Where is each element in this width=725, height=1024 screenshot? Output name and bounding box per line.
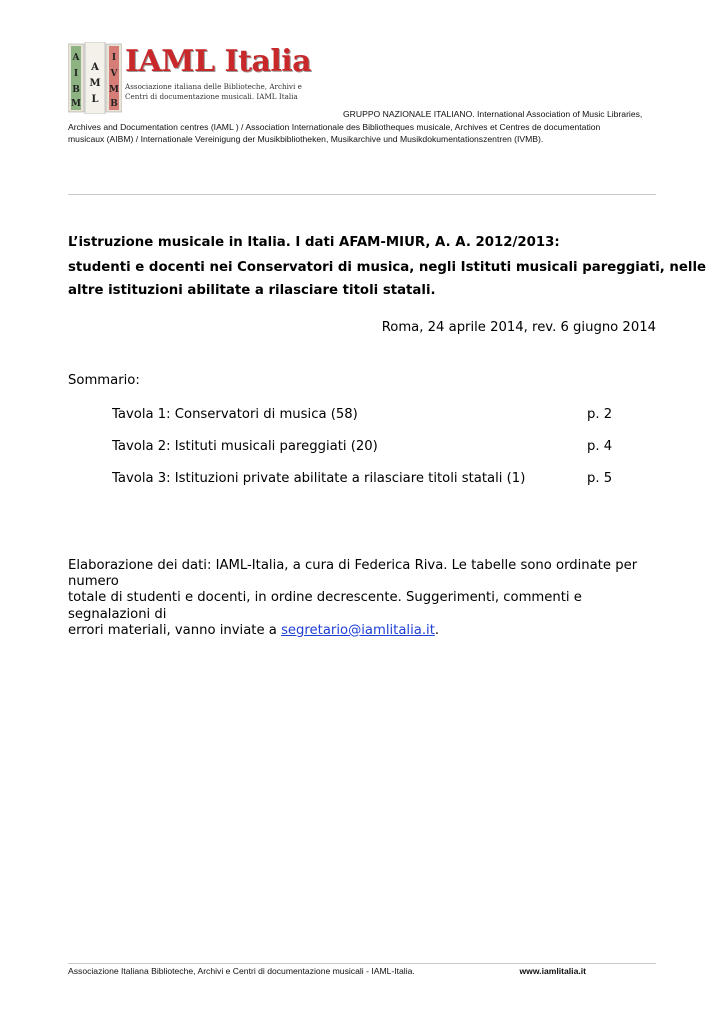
note-line-2: totale di studenti e docenti, in ordine decrescente. Suggerimenti, commenti e segnalazioni di [68,590,582,622]
toc-item-1 [112,407,612,422]
logo-letter-right-3: B [110,99,118,109]
note-line-1: Elaborazione dei dati: IAML-Italia, a cura di Federica Riva. Le tabelle sono ordinate per numero [68,558,638,590]
toc-item-label: Tavola 2: Istituti musicali pareggiati (20) [112,439,378,454]
toc-item-label: Tavola 3: Istituzioni private abilitate a rilasciare titoli statali (1) [112,471,526,486]
toc-item-label: Tavola 1: Conservatori di musica (58) [112,407,358,422]
document-date: Roma, 24 aprile 2014, rev. 6 giugno 2014 [381,320,656,335]
note-line-3-prefix: errori materiali, vanno inviate a [68,622,282,638]
logo-letter-center-0: A [91,62,99,73]
logo-letter-left-3: M [71,99,81,109]
logo-letter-right-2: M [109,85,119,95]
secretary-email-link[interactable]: segretario@iamlitalia.it [281,622,435,638]
title-line-3: altre istituzioni abilitate a rilasciare titoli statali. [68,283,436,298]
toc-item-page: p. 4 [587,439,613,454]
association-line-1: GRUPPO NAZIONALE ITALIANO. International Association of Music Libraries, [343,109,643,119]
logo-letter-center-2: L [91,94,99,105]
summary-label: Sommario: [68,373,140,388]
iaml-emblem-icon [68,42,122,114]
footer-website-link[interactable]: www.iamlitalia.it [519,966,586,976]
logo-subtitle [125,82,305,102]
footer-divider [68,963,656,964]
document-title [68,231,707,302]
logo-letter-left-1: I [73,69,79,79]
note-line-3-suffix: . [434,622,440,638]
logo-letter-left-0: A [72,53,80,63]
toc-item-2 [112,439,612,454]
toc-item-3 [112,471,612,486]
association-line-3: musicaux (AIBM) / Internationale Vereinigung der Musikbibliotheken, Musikarchive und Musikdokumentationszentren (IVMB). [68,134,544,144]
logo-subtitle-line-1: Associazione italiana delle Biblioteche, Archivi e [125,82,302,91]
association-line-2: Archives and Documentation centres (IAML ) / Association Internationale des Bibliotheques musicale, Archives et Centres de documentation [68,121,601,132]
page-footer [68,966,586,976]
logo-letter-center-1: M [89,78,101,89]
toc-item-page: p. 2 [587,407,613,422]
note-line-3 [68,623,668,639]
logo-letter-right-1: V [110,69,118,79]
title-line-2: studenti e docenti nei Conservatori di musica, negli Istituti musicali pareggiati, nelle [68,260,707,275]
toc-item-page: p. 5 [587,471,613,486]
iaml-logo [68,42,312,114]
logo-subtitle-line-2: Centri di documentazione musicali. IAML Italia [125,92,298,101]
logo-letter-right-0: I [111,53,117,63]
title-line-1: L’istruzione musicale in Italia. I dati AFAM-MIUR, A. A. 2012/2013: [68,235,560,250]
logo-letter-left-2: B [72,85,80,95]
header-divider [68,194,656,195]
association-description [68,108,658,146]
footer-text: Associazione Italiana Biblioteche, Archivi e Centri di documentazione musicali - IAML-Italia. [68,966,415,976]
logo-title: IAML Italia [125,44,312,79]
data-note [68,558,668,639]
